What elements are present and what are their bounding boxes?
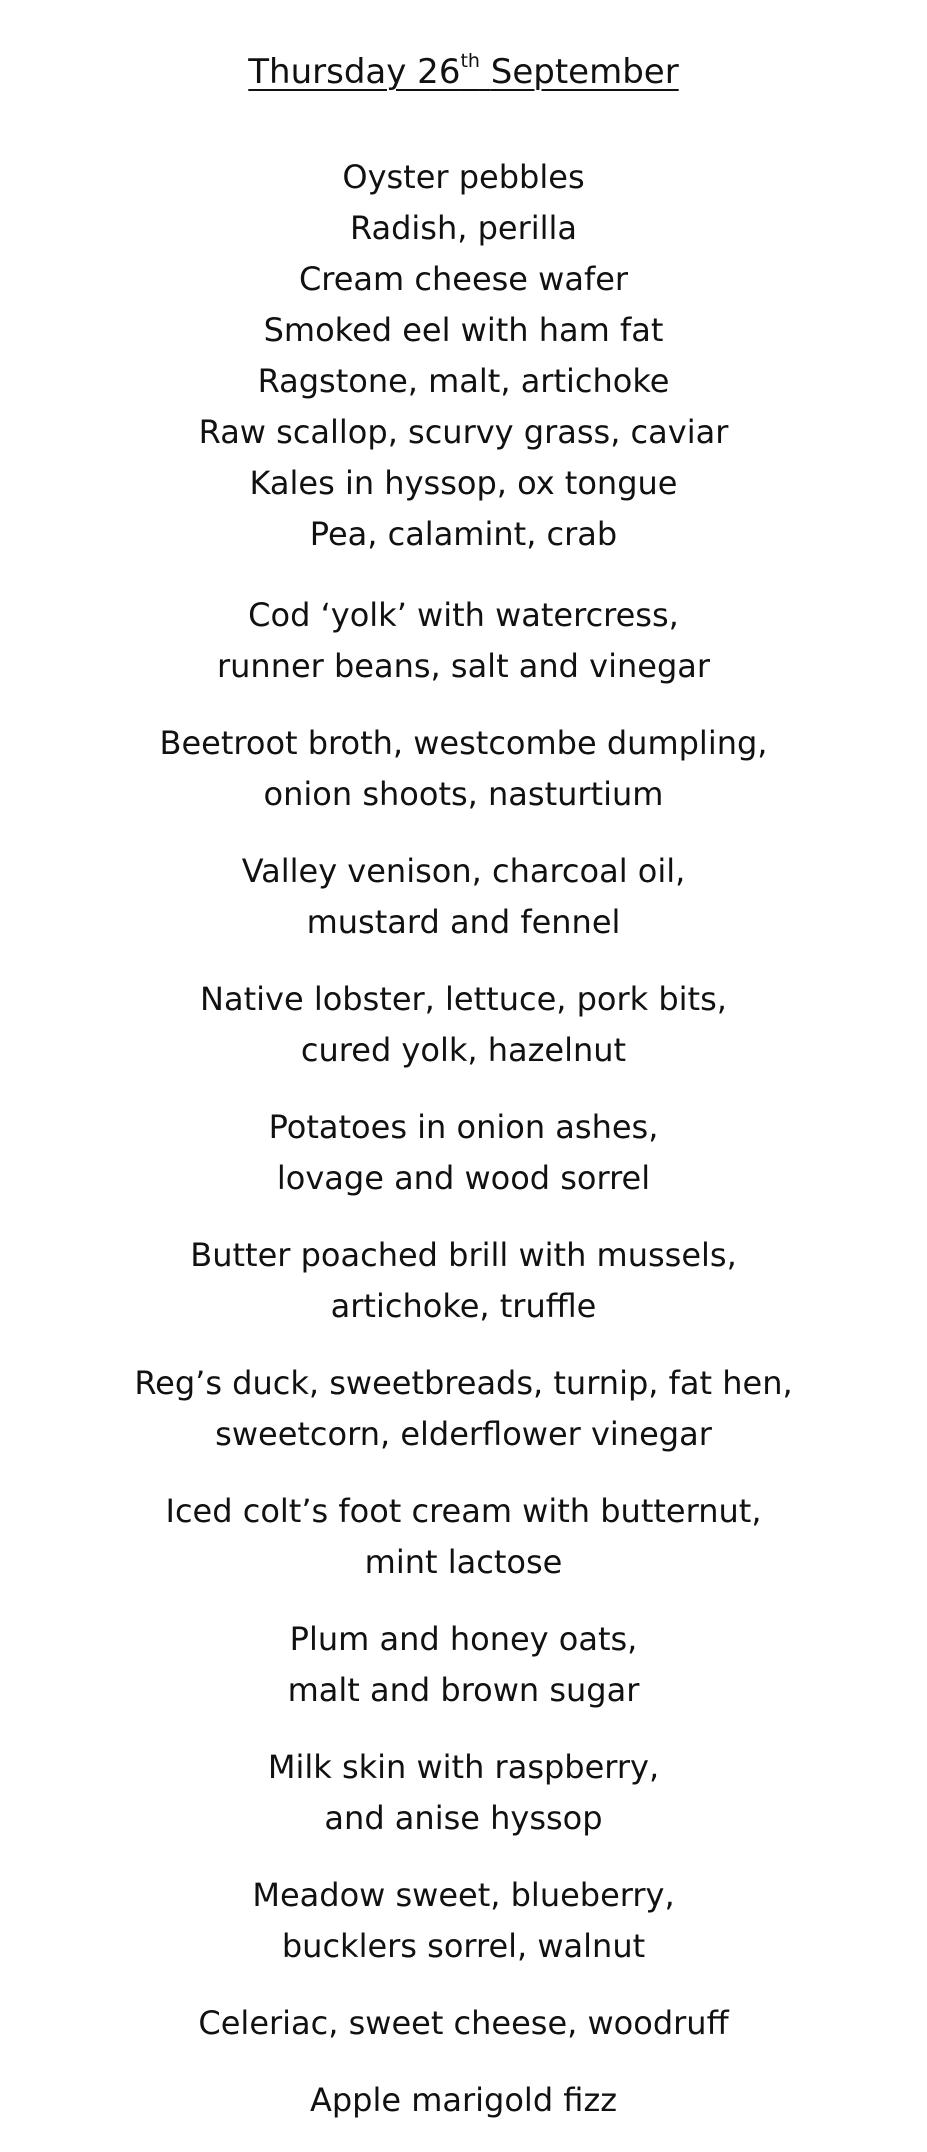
date-title-month: September [490, 52, 679, 92]
menu-line: Plum and honey oats, [289, 1620, 638, 1658]
menu-course [0, 590, 927, 692]
menu-course [0, 1230, 927, 1332]
menu-line: Radish, perilla [349, 209, 578, 247]
menu-line: Potatoes in onion ashes, [268, 1108, 659, 1146]
date-title-ordinal: th [460, 49, 480, 72]
menu-line: Pea, calamint, crab [309, 515, 618, 553]
menu-line: bucklers sorrel, walnut [281, 1927, 646, 1965]
menu-line: Oyster pebbles [342, 158, 585, 196]
menu-line: Butter poached brill with mussels, [190, 1236, 737, 1274]
menu-line: malt and brown sugar [287, 1671, 640, 1709]
menu-line: Ragstone, malt, artichoke [257, 362, 670, 400]
menu-line: Valley venison, charcoal oil, [241, 852, 686, 890]
menu-line: artichoke, truffle [330, 1287, 597, 1325]
menu-course [0, 846, 927, 948]
menu-line: Iced colt’s foot cream with butternut, [165, 1492, 762, 1530]
menu-course [0, 718, 927, 820]
menu-line: Native lobster, lettuce, pork bits, [200, 980, 727, 1018]
menu-date-title [0, 50, 927, 94]
menu-line: Celeriac, sweet cheese, woodruff [198, 2004, 729, 2042]
snacks-group [0, 152, 927, 560]
date-title-day: Thursday 26 [248, 52, 461, 92]
menu-line: lovage and wood sorrel [276, 1159, 651, 1197]
menu-line: Beetroot broth, westcombe dumpling, [159, 724, 768, 762]
tasting-menu [0, 152, 927, 2152]
menu-line: Kales in hyssop, ox tongue [249, 464, 678, 502]
menu-line: Milk skin with raspberry, [267, 1748, 660, 1786]
menu-course [0, 1998, 927, 2049]
menu-line: Raw scallop, scurvy grass, caviar [198, 413, 729, 451]
menu-course [0, 1742, 927, 1844]
menu-line: cured yolk, hazelnut [300, 1031, 627, 1069]
menu-course [0, 1358, 927, 1460]
menu-course [0, 974, 927, 1076]
menu-line: Smoked eel with ham fat [263, 311, 664, 349]
date-title-text [248, 49, 679, 92]
menu-line: Cod ‘yolk’ with watercress, [248, 596, 679, 634]
menu-line: mustard and fennel [306, 903, 621, 941]
menu-course [0, 1486, 927, 1588]
menu-line: Reg’s duck, sweetbreads, turnip, fat hen, [134, 1364, 793, 1402]
menu-course [0, 1102, 927, 1204]
menu-line: Apple marigold fizz [309, 2081, 618, 2119]
menu-line: Meadow sweet, blueberry, [252, 1876, 675, 1914]
menu-line: Cream cheese wafer [298, 260, 629, 298]
menu-course [0, 2075, 927, 2126]
menu-course [0, 1614, 927, 1716]
menu-line: and anise hyssop [324, 1799, 603, 1837]
menu-line: runner beans, salt and vinegar [216, 647, 711, 685]
menu-line: onion shoots, nasturtium [263, 775, 664, 813]
menu-course [0, 1870, 927, 1972]
menu-line: sweetcorn, elderflower vinegar [215, 1415, 712, 1453]
menu-line: mint lactose [364, 1543, 563, 1581]
